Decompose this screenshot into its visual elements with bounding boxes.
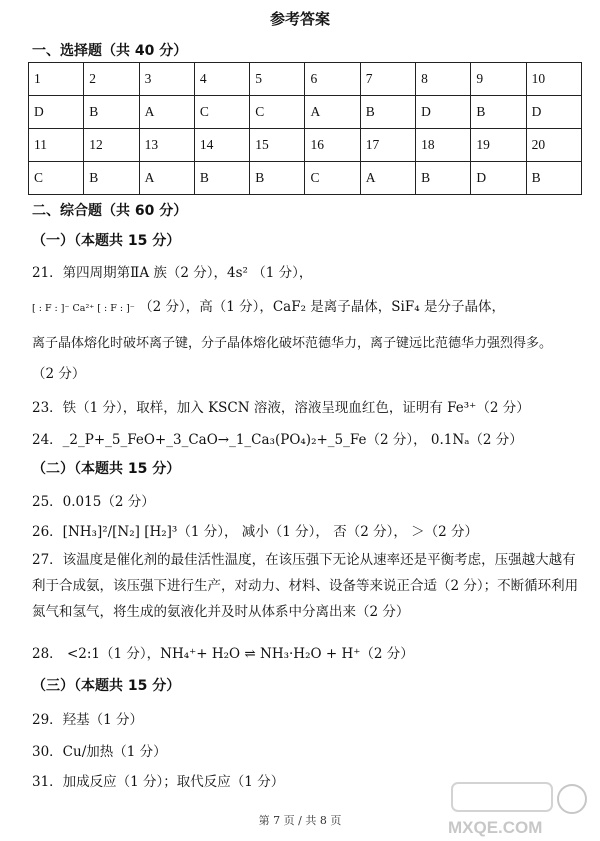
table-cell: B [84, 96, 139, 129]
table-cell: B [526, 162, 581, 195]
answer-q26: 26．[NH₃]²/[N₂] [H₂]³（1 分）， 减小（1 分）， 否（2 分）， ＞（2 分） [32, 524, 478, 540]
answer-q25: 25．0.015（2 分） [32, 494, 155, 510]
table-cell: 3 [139, 63, 194, 96]
table-cell: A [139, 96, 194, 129]
answer-q31: 31．加成反应（1 分）；取代反应（1 分） [32, 774, 285, 790]
table-cell: C [305, 162, 360, 195]
table-cell: 14 [194, 129, 249, 162]
table-row [29, 63, 582, 96]
answer-q22-line2: 离子晶体熔化时破坏离子键，分子晶体熔化破坏范德华力，离子键远比范德华力强烈得多。 [32, 336, 553, 351]
answer-q21: 21．第四周期第ⅡA 族（2 分），4s² （1 分）， [32, 265, 313, 281]
answer-q30: 30．Cu/加热（1 分） [32, 744, 167, 760]
section-heading-choice: 一、选择题（共 40 分） [32, 43, 188, 59]
table-cell: 10 [526, 63, 581, 96]
table-cell: 7 [360, 63, 415, 96]
table-cell: 11 [29, 129, 84, 162]
table-cell: C [29, 162, 84, 195]
answer-q22-line3: （2 分） [32, 366, 86, 382]
answer-q24: 24．_2_P+_5_FeO+_3_CaO→_1_Ca₃(PO₄)₂+_5_Fe（2 分）， 0.1Nₐ（2 分） [32, 432, 523, 448]
table-cell: B [84, 162, 139, 195]
subsection-heading-2: （二）（本题共 15 分） [32, 461, 181, 477]
table-cell: B [194, 162, 249, 195]
table-cell: 12 [84, 129, 139, 162]
table-row [29, 162, 582, 195]
answer-table [28, 62, 582, 195]
table-cell: 8 [416, 63, 471, 96]
table-cell: 1 [29, 63, 84, 96]
table-cell: D [526, 96, 581, 129]
answer-q27: 27．该温度是催化剂的最佳活性温度，在该压强下无论从速率还是平衡考虑，压强越大越有利于合成氨，该压强下进行生产，对动力、材料、设备等来说正合适（2 分）；不断循环利用氮气和氢气，将生成的氨液化并及时从体系中分离出来（2 分） [32, 552, 579, 620]
answer-q22 [32, 295, 582, 315]
page-footer: 第 7 页 / 共 8 页 [258, 814, 342, 827]
table-cell: A [360, 162, 415, 195]
table-cell: 19 [471, 129, 526, 162]
table-cell: B [360, 96, 415, 129]
table-row [29, 129, 582, 162]
table-cell: A [139, 162, 194, 195]
table-cell: 2 [84, 63, 139, 96]
table-cell: 13 [139, 129, 194, 162]
watermark-text: MXQE.COM [448, 818, 543, 837]
table-cell: 16 [305, 129, 360, 162]
table-cell: 18 [416, 129, 471, 162]
q22-text: （2 分），高（1 分），CaF₂ 是离子晶体，SiF₄ 是分子晶体， [139, 299, 505, 315]
page-title: 参考答案 [269, 10, 330, 28]
table-cell: 17 [360, 129, 415, 162]
table-row [29, 96, 582, 129]
table-cell: A [305, 96, 360, 129]
table-cell: B [471, 96, 526, 129]
fluoride-formula: [ : F : ]⁻ Ca²⁺ [ : F : ]⁻ [32, 303, 135, 314]
table-cell: D [29, 96, 84, 129]
table-cell: 15 [250, 129, 305, 162]
section-heading-comprehensive: 二、综合题（共 60 分） [32, 203, 188, 219]
table-cell: 4 [194, 63, 249, 96]
table-cell: B [416, 162, 471, 195]
table-cell: 9 [471, 63, 526, 96]
table-cell: D [471, 162, 526, 195]
subsection-heading-1: （一）（本题共 15 分） [32, 233, 181, 249]
table-cell: C [194, 96, 249, 129]
answer-q28: 28． <2:1（1 分），NH₄⁺+ H₂O ⇌ NH₃·H₂O + H⁺（2 分） [32, 646, 414, 662]
table-cell: C [250, 96, 305, 129]
subsection-heading-3: （三）（本题共 15 分） [32, 678, 181, 694]
table-cell: 20 [526, 129, 581, 162]
table-cell: B [250, 162, 305, 195]
answer-q29: 29．羟基（1 分） [32, 712, 144, 728]
table-cell: 5 [250, 63, 305, 96]
table-cell: D [416, 96, 471, 129]
answer-q23: 23．铁（1 分），取样，加入 KSCN 溶液，溶液呈现血红色，证明有 Fe³⁺（2 分） [32, 400, 530, 416]
table-cell: 6 [305, 63, 360, 96]
